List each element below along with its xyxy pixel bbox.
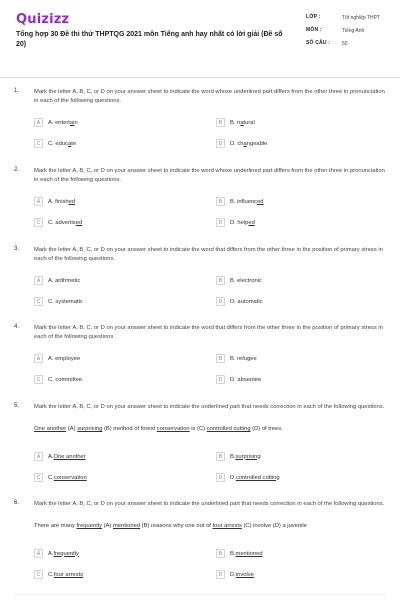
option-underlined-part: surprising bbox=[235, 453, 261, 460]
answer-option-a[interactable] bbox=[34, 452, 86, 461]
meta-subject-label: MÔN : bbox=[306, 27, 322, 33]
option-letter-box: C bbox=[34, 297, 43, 306]
option-underlined-part: a bbox=[67, 140, 72, 147]
option-letter-box: B bbox=[216, 276, 225, 285]
option-letter-box: B bbox=[216, 118, 225, 127]
question-number: 4. bbox=[14, 324, 20, 330]
answer-option-b[interactable] bbox=[216, 549, 263, 558]
option-letter-box: D bbox=[216, 570, 225, 579]
question-number: 5. bbox=[14, 403, 20, 409]
meta-subject-row bbox=[306, 27, 391, 35]
option-letter-box: C bbox=[34, 570, 43, 579]
option-text-prefix: B. bbox=[230, 453, 236, 460]
answer-option-d[interactable] bbox=[216, 473, 280, 482]
option-text bbox=[48, 572, 83, 578]
page-divider bbox=[14, 594, 386, 595]
option-text-prefix: C. advertis bbox=[48, 219, 76, 226]
option-letter-box: C bbox=[34, 139, 43, 148]
question-sentence bbox=[34, 522, 389, 531]
option-text-prefix: D. absentee bbox=[230, 376, 262, 383]
answer-option-a[interactable] bbox=[34, 197, 75, 206]
option-text bbox=[48, 356, 80, 362]
option-letter-box: B bbox=[216, 197, 225, 206]
option-text bbox=[230, 141, 267, 147]
option-underlined-part: a bbox=[243, 140, 247, 147]
option-underlined-part: mentioned bbox=[235, 550, 263, 557]
option-text-prefix: A. finish bbox=[48, 198, 69, 205]
sentence-segment: (A) bbox=[102, 523, 113, 529]
sentence-segment: (D) of trees. bbox=[250, 426, 283, 432]
option-text-prefix: B. refugee bbox=[230, 355, 257, 362]
option-letter-box: D bbox=[216, 375, 225, 384]
option-text-prefix: B. n bbox=[230, 119, 241, 126]
document-title: Tổng hợp 30 Đề thi thử THPTQG 2021 môn Tiếng anh hay nhất có lời giải (Đề số 20) bbox=[16, 31, 283, 48]
option-letter-box: C bbox=[34, 218, 43, 227]
underlined-segment: mentioned bbox=[112, 523, 141, 529]
option-text bbox=[230, 551, 263, 557]
meta-count-row bbox=[306, 40, 391, 48]
sentence-segment: is (C) bbox=[189, 426, 207, 432]
meta-class-label: LỚP : bbox=[306, 14, 321, 20]
answer-option-d[interactable] bbox=[216, 218, 255, 227]
option-underlined-part: four arrests bbox=[53, 571, 84, 578]
option-text bbox=[48, 377, 82, 383]
option-text bbox=[48, 278, 80, 284]
quizizz-logo: Quizizz bbox=[16, 12, 70, 27]
option-text bbox=[48, 454, 86, 460]
option-text bbox=[48, 299, 83, 305]
underlined-segment: surprising bbox=[77, 426, 103, 432]
option-text-prefix: A. bbox=[48, 453, 54, 460]
option-text-prefix: B. bbox=[230, 550, 236, 557]
option-text bbox=[230, 377, 261, 383]
option-letter-box: A bbox=[34, 452, 43, 461]
option-letter-box: D bbox=[216, 297, 225, 306]
option-text-prefix: D. bbox=[230, 474, 236, 481]
answer-option-a[interactable] bbox=[34, 549, 79, 558]
meta-subject-value: Tiếng Anh bbox=[342, 28, 365, 34]
answer-option-c[interactable] bbox=[34, 218, 82, 227]
answer-option-c[interactable] bbox=[34, 570, 83, 579]
option-text-prefix: D. ch bbox=[230, 140, 244, 147]
option-text bbox=[230, 278, 262, 284]
option-text-prefix: D. automatic bbox=[230, 298, 263, 305]
answer-option-d[interactable] bbox=[216, 375, 261, 384]
option-underlined-part: involve bbox=[235, 571, 254, 578]
option-letter-box: B bbox=[216, 354, 225, 363]
answer-option-a[interactable] bbox=[34, 276, 80, 285]
option-letter-box: B bbox=[216, 452, 225, 461]
option-letter-box: A bbox=[34, 118, 43, 127]
answer-option-d[interactable] bbox=[216, 297, 263, 306]
question-prompt: Mark the letter A, B, C, or D on your answer sheet to indicate the word whose underlined part differs from the other three in pronunciation in each of the following questions. bbox=[34, 168, 385, 183]
option-letter-box: A bbox=[34, 197, 43, 206]
answer-option-c[interactable] bbox=[34, 297, 83, 306]
underlined-segment: four arrests bbox=[212, 523, 242, 529]
option-text-prefix: C. systematic bbox=[48, 298, 83, 305]
answer-option-d[interactable] bbox=[216, 139, 267, 148]
option-letter-box: D bbox=[216, 218, 225, 227]
option-text bbox=[230, 299, 263, 305]
option-text-prefix: C. bbox=[48, 474, 54, 481]
meta-class-value: Tốt nghiệp THPT bbox=[342, 15, 380, 21]
option-underlined-part: conservation bbox=[53, 474, 87, 481]
option-underlined-part: a bbox=[240, 119, 244, 126]
option-text bbox=[48, 475, 87, 481]
option-text bbox=[230, 454, 261, 460]
option-underlined-part: One another bbox=[53, 453, 86, 460]
option-text-prefix: B. influenc bbox=[230, 198, 258, 205]
option-text bbox=[230, 120, 255, 126]
option-letter-box: D bbox=[216, 139, 225, 148]
underlined-segment: frequently bbox=[76, 523, 102, 529]
option-underlined-part: ai bbox=[69, 119, 75, 126]
option-letter-box: A bbox=[34, 354, 43, 363]
option-text bbox=[230, 199, 264, 205]
option-letter-box: D bbox=[216, 473, 225, 482]
question-prompt: Mark the letter A, B, C, or D on your answer sheet to indicate the underlined part that needs correction in each of the following questions. bbox=[34, 404, 385, 410]
meta-class-row bbox=[306, 14, 391, 22]
option-text bbox=[230, 356, 257, 362]
option-text bbox=[48, 120, 78, 126]
option-underlined-part: controlled cutting bbox=[235, 474, 280, 481]
meta-count-label: SỐ CÂU : bbox=[306, 40, 331, 46]
option-text bbox=[48, 141, 76, 147]
question-prompt: Mark the letter A, B, C, or D on your answer sheet to indicate the underlined part that needs correction in each of the following questions. bbox=[34, 501, 385, 507]
option-underlined-part: ed bbox=[68, 198, 76, 205]
question-number: 3. bbox=[14, 246, 20, 252]
option-text bbox=[230, 572, 254, 578]
answer-option-c[interactable] bbox=[34, 473, 87, 482]
answer-option-c[interactable] bbox=[34, 375, 82, 384]
option-underlined-part: ed bbox=[248, 219, 255, 226]
option-text-prefix: D. help bbox=[230, 219, 249, 226]
sentence-segment: (C) involve (D) a juvenile bbox=[241, 523, 307, 529]
option-text-prefix: C. committee bbox=[48, 376, 83, 383]
sentence-segment: (B) method of forest bbox=[102, 426, 157, 432]
option-text-suffix: n bbox=[74, 119, 78, 126]
question-number: 1. bbox=[14, 88, 20, 94]
question-prompt: Mark the letter A, B, C, or D on your answer sheet to indicate the word that differs from the other three in the position of primary stress in each of the following questions. bbox=[34, 247, 383, 262]
option-underlined-part: ed bbox=[257, 198, 264, 205]
option-text bbox=[230, 220, 255, 226]
option-text-prefix: C. educ bbox=[48, 140, 68, 147]
option-text-prefix: A. arithmetic bbox=[48, 277, 81, 284]
meta-count-value: 50 bbox=[342, 41, 348, 47]
option-text-prefix: A. employee bbox=[48, 355, 81, 362]
option-underlined-part: ed bbox=[75, 219, 83, 226]
option-text-prefix: A. entert bbox=[48, 119, 70, 126]
answer-option-b[interactable] bbox=[216, 452, 261, 461]
option-letter-box: C bbox=[34, 473, 43, 482]
sentence-segment: There are many bbox=[34, 523, 77, 529]
answer-option-a[interactable] bbox=[34, 354, 80, 363]
question-number: 2. bbox=[14, 167, 20, 173]
option-text bbox=[48, 199, 75, 205]
answer-option-d[interactable] bbox=[216, 570, 254, 579]
question-prompt: Mark the letter A, B, C, or D on your answer sheet to indicate the word whose underlined part differs from the other three in pronunciation in each of the following questions. bbox=[34, 89, 385, 104]
document-header bbox=[0, 0, 400, 78]
option-underlined-part: frequently bbox=[53, 550, 79, 557]
option-text-prefix: C. bbox=[48, 571, 54, 578]
answer-option-a[interactable] bbox=[34, 118, 78, 127]
option-letter-box: A bbox=[34, 276, 43, 285]
answer-option-b[interactable] bbox=[216, 118, 255, 127]
answer-option-b[interactable] bbox=[216, 354, 257, 363]
option-text-suffix: ngeable bbox=[246, 140, 268, 147]
answer-option-b[interactable] bbox=[216, 197, 264, 206]
underlined-segment: controlled cutting bbox=[206, 426, 251, 432]
option-text bbox=[48, 220, 82, 226]
option-text-prefix: A. bbox=[48, 550, 54, 557]
underlined-segment: conservation bbox=[156, 426, 190, 432]
question-number: 6. bbox=[14, 500, 20, 506]
question-sentence bbox=[34, 425, 389, 434]
option-text-suffix: tural bbox=[243, 119, 255, 126]
sentence-segment: (B) reasons why one out of bbox=[140, 523, 213, 529]
option-text bbox=[230, 475, 280, 481]
option-text-prefix: B. electronic bbox=[230, 277, 262, 284]
answer-option-c[interactable] bbox=[34, 139, 76, 148]
option-letter-box: A bbox=[34, 549, 43, 558]
option-letter-box: C bbox=[34, 375, 43, 384]
option-text-suffix: te bbox=[71, 140, 77, 147]
underlined-segment: One another bbox=[34, 426, 67, 432]
option-text-prefix: D. bbox=[230, 571, 236, 578]
option-letter-box: B bbox=[216, 549, 225, 558]
answer-option-b[interactable] bbox=[216, 276, 262, 285]
sentence-segment: (A) bbox=[66, 426, 78, 432]
option-text bbox=[48, 551, 79, 557]
document-meta bbox=[306, 14, 391, 53]
question-prompt: Mark the letter A, B, C, or D on your answer sheet to indicate the word that differs from the other three in the position of primary stress in each of the following questions. bbox=[34, 325, 383, 340]
